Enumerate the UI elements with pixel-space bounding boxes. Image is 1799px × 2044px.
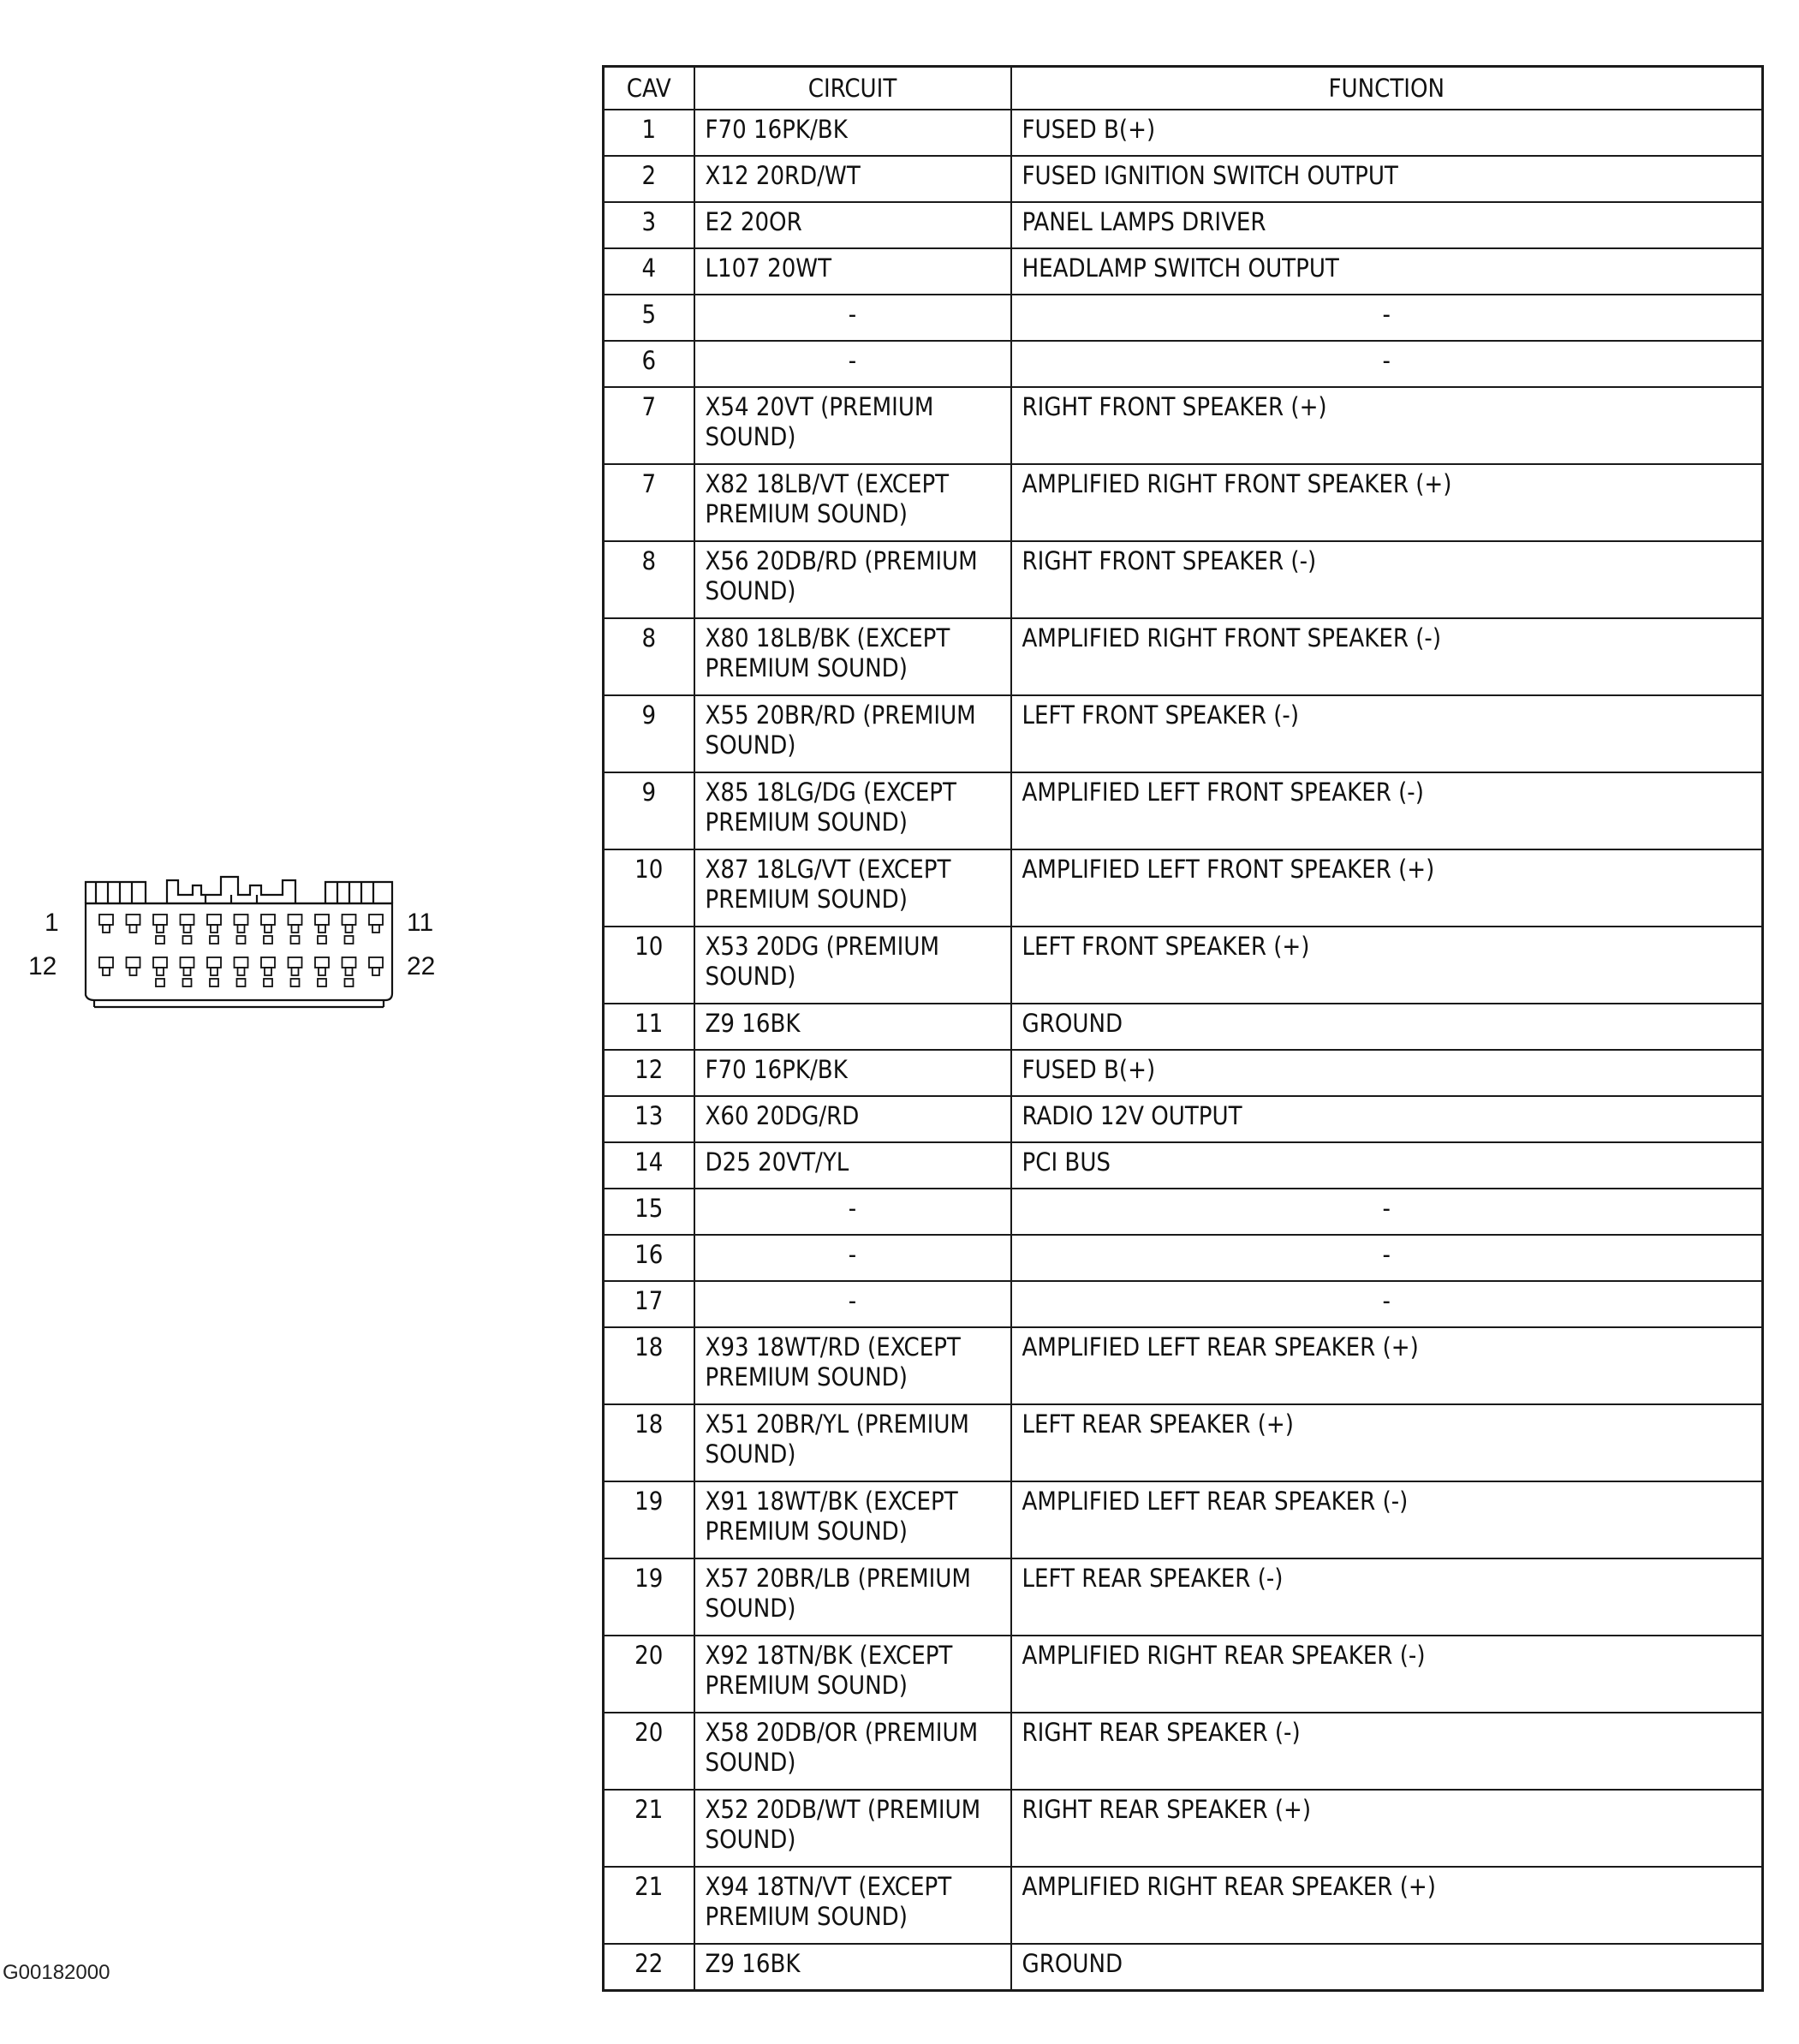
table-row: [604, 1404, 1763, 1481]
circuit-cell: X93 18WT/RD (EXCEPT PREMIUM SOUND): [694, 1327, 1011, 1404]
circuit-cell: L107 20WT: [694, 248, 1011, 295]
function-cell: FUSED B(+): [1011, 110, 1763, 156]
pin-latch: [103, 968, 110, 975]
table-row: [604, 1636, 1763, 1713]
pin-latch: [238, 968, 245, 975]
cav-cell: 8: [604, 618, 694, 695]
pin-lock: [318, 936, 326, 944]
pin-latch: [372, 925, 379, 933]
table-row: [604, 1790, 1763, 1867]
pin-lock: [264, 936, 272, 944]
function-cell: FUSED B(+): [1011, 1050, 1763, 1096]
pin-latch: [103, 925, 110, 933]
table-row: [604, 464, 1763, 541]
function-cell: LEFT FRONT SPEAKER (-): [1011, 695, 1763, 772]
cav-cell: 13: [604, 1096, 694, 1142]
cav-cell: 9: [604, 695, 694, 772]
cav-cell: 10: [604, 927, 694, 1004]
table-row: [604, 1142, 1763, 1189]
pin-label-bottom-left: 12: [28, 952, 57, 980]
function-cell: -: [1011, 1281, 1763, 1327]
pin-latch: [346, 968, 353, 975]
function-cell: AMPLIFIED RIGHT REAR SPEAKER (+): [1011, 1867, 1763, 1944]
function-cell: AMPLIFIED LEFT FRONT SPEAKER (-): [1011, 772, 1763, 849]
function-cell: AMPLIFIED RIGHT FRONT SPEAKER (+): [1011, 464, 1763, 541]
function-cell: PANEL LAMPS DRIVER: [1011, 202, 1763, 248]
table-row: [604, 1189, 1763, 1235]
circuit-cell: E2 20OR: [694, 202, 1011, 248]
circuit-cell: X54 20VT (PREMIUM SOUND): [694, 387, 1011, 464]
pin-cavity: [153, 915, 167, 925]
pin-lock: [237, 936, 246, 944]
cav-cell: 16: [604, 1235, 694, 1281]
table-row: [604, 295, 1763, 341]
table-row: [604, 1558, 1763, 1636]
pin-latch: [211, 968, 217, 975]
pin-cavity: [207, 957, 221, 968]
pin-cavity: [99, 915, 113, 925]
pin-lock: [318, 979, 326, 986]
pin-cavity: [343, 915, 356, 925]
circuit-cell: -: [694, 1281, 1011, 1327]
table-row: [604, 1096, 1763, 1142]
circuit-cell: X82 18LB/VT (EXCEPT PREMIUM SOUND): [694, 464, 1011, 541]
circuit-cell: -: [694, 1189, 1011, 1235]
circuit-cell: Z9 16BK: [694, 1944, 1011, 1991]
function-cell: -: [1011, 295, 1763, 341]
pin-cavity: [315, 915, 329, 925]
circuit-cell: D25 20VT/YL: [694, 1142, 1011, 1189]
cav-cell: 19: [604, 1481, 694, 1558]
cav-cell: 8: [604, 541, 694, 618]
pin-latch: [372, 968, 379, 975]
cav-cell: 21: [604, 1790, 694, 1867]
cav-cell: 21: [604, 1867, 694, 1944]
function-cell: RIGHT FRONT SPEAKER (-): [1011, 541, 1763, 618]
cav-cell: 12: [604, 1050, 694, 1096]
pin-cavity: [315, 957, 329, 968]
table-row: [604, 849, 1763, 927]
pin-lock: [210, 979, 218, 986]
cav-cell: 22: [604, 1944, 694, 1991]
function-cell: AMPLIFIED RIGHT FRONT SPEAKER (-): [1011, 618, 1763, 695]
cav-cell: 3: [604, 202, 694, 248]
pin-lock: [345, 936, 354, 944]
pin-lock: [345, 979, 354, 986]
header-function: FUNCTION: [1011, 67, 1763, 110]
circuit-cell: X94 18TN/VT (EXCEPT PREMIUM SOUND): [694, 1867, 1011, 1944]
pin-cavity: [99, 957, 113, 968]
circuit-cell: -: [694, 341, 1011, 387]
pin-latch: [157, 925, 164, 933]
circuit-cell: -: [694, 1235, 1011, 1281]
cav-cell: 15: [604, 1189, 694, 1235]
pin-cavity: [261, 957, 275, 968]
pin-cavity: [127, 915, 140, 925]
connector-diagram: [26, 865, 445, 1019]
pin-latch: [319, 968, 325, 975]
function-cell: AMPLIFIED LEFT FRONT SPEAKER (+): [1011, 849, 1763, 927]
function-cell: HEADLAMP SWITCH OUTPUT: [1011, 248, 1763, 295]
function-cell: GROUND: [1011, 1004, 1763, 1050]
pin-cavity: [261, 915, 275, 925]
table-row: [604, 1235, 1763, 1281]
cav-cell: 19: [604, 1558, 694, 1636]
table-row: [604, 541, 1763, 618]
pin-latch: [346, 925, 353, 933]
pin-cavity: [153, 957, 167, 968]
pin-label-bottom-right: 22: [407, 952, 436, 980]
pin-latch: [157, 968, 164, 975]
table-row: [604, 156, 1763, 202]
header-cav: CAV: [604, 67, 694, 110]
function-cell: -: [1011, 1235, 1763, 1281]
pin-cavity: [207, 915, 221, 925]
function-cell: RIGHT FRONT SPEAKER (+): [1011, 387, 1763, 464]
pin-lock: [183, 936, 192, 944]
cav-cell: 4: [604, 248, 694, 295]
circuit-cell: Z9 16BK: [694, 1004, 1011, 1050]
circuit-cell: X56 20DB/RD (PREMIUM SOUND): [694, 541, 1011, 618]
pin-latch: [265, 968, 271, 975]
cav-cell: 9: [604, 772, 694, 849]
circuit-cell: X51 20BR/YL (PREMIUM SOUND): [694, 1404, 1011, 1481]
function-cell: PCI BUS: [1011, 1142, 1763, 1189]
circuit-cell: -: [694, 295, 1011, 341]
circuit-cell: X92 18TN/BK (EXCEPT PREMIUM SOUND): [694, 1636, 1011, 1713]
pin-lock: [237, 979, 246, 986]
pin-latch: [238, 925, 245, 933]
table-row: [604, 110, 1763, 156]
table-row: [604, 927, 1763, 1004]
function-cell: LEFT FRONT SPEAKER (+): [1011, 927, 1763, 1004]
table-row: [604, 202, 1763, 248]
table-row: [604, 618, 1763, 695]
circuit-cell: X60 20DG/RD: [694, 1096, 1011, 1142]
table-row: [604, 341, 1763, 387]
circuit-cell: X55 20BR/RD (PREMIUM SOUND): [694, 695, 1011, 772]
function-cell: AMPLIFIED LEFT REAR SPEAKER (-): [1011, 1481, 1763, 1558]
function-cell: RIGHT REAR SPEAKER (-): [1011, 1713, 1763, 1790]
pin-latch: [292, 925, 299, 933]
pin-lock: [291, 936, 300, 944]
cav-cell: 17: [604, 1281, 694, 1327]
pin-latch: [130, 925, 137, 933]
pin-latch: [184, 925, 191, 933]
header-circuit: CIRCUIT: [694, 67, 1011, 110]
table-row: [604, 1944, 1763, 1991]
pin-cavity: [181, 957, 194, 968]
cav-cell: 10: [604, 849, 694, 927]
cav-cell: 2: [604, 156, 694, 202]
function-cell: RIGHT REAR SPEAKER (+): [1011, 1790, 1763, 1867]
table-row: [604, 1481, 1763, 1558]
connector-face-drawing: [26, 865, 445, 1019]
pin-cavity: [235, 915, 248, 925]
pin-lock: [264, 979, 272, 986]
cav-cell: 18: [604, 1404, 694, 1481]
cav-cell: 7: [604, 387, 694, 464]
table-row: [604, 1327, 1763, 1404]
pin-cavity: [343, 957, 356, 968]
cav-cell: 5: [604, 295, 694, 341]
pin-cavity: [235, 957, 248, 968]
circuit-cell: X85 18LG/DG (EXCEPT PREMIUM SOUND): [694, 772, 1011, 849]
cav-cell: 20: [604, 1636, 694, 1713]
table-row: [604, 1004, 1763, 1050]
figure-id: G00182000: [3, 1961, 110, 1984]
circuit-cell: X58 20DB/OR (PREMIUM SOUND): [694, 1713, 1011, 1790]
pin-cavity: [289, 957, 302, 968]
function-cell: AMPLIFIED RIGHT REAR SPEAKER (-): [1011, 1636, 1763, 1713]
pin-latch: [211, 925, 217, 933]
function-cell: RADIO 12V OUTPUT: [1011, 1096, 1763, 1142]
circuit-cell: X53 20DG (PREMIUM SOUND): [694, 927, 1011, 1004]
circuit-cell: X52 20DB/WT (PREMIUM SOUND): [694, 1790, 1011, 1867]
function-cell: FUSED IGNITION SWITCH OUTPUT: [1011, 156, 1763, 202]
pin-cavity: [369, 957, 383, 968]
function-cell: GROUND: [1011, 1944, 1763, 1991]
pin-latch: [130, 968, 137, 975]
table-row: [604, 695, 1763, 772]
pin-label-top-left: 1: [45, 909, 59, 937]
pin-lock: [291, 979, 300, 986]
cav-cell: 1: [604, 110, 694, 156]
function-cell: LEFT REAR SPEAKER (+): [1011, 1404, 1763, 1481]
circuit-cell: X87 18LG/VT (EXCEPT PREMIUM SOUND): [694, 849, 1011, 927]
table-row: [604, 772, 1763, 849]
circuit-cell: X80 18LB/BK (EXCEPT PREMIUM SOUND): [694, 618, 1011, 695]
table-row: [604, 1050, 1763, 1096]
circuit-cell: X12 20RD/WT: [694, 156, 1011, 202]
table-row: [604, 1713, 1763, 1790]
pin-lock: [210, 936, 218, 944]
pin-latch: [265, 925, 271, 933]
table-header-row: [604, 67, 1763, 110]
circuit-cell: F70 16PK/BK: [694, 110, 1011, 156]
cav-cell: 11: [604, 1004, 694, 1050]
pin-lock: [156, 979, 164, 986]
pin-cavity: [289, 915, 302, 925]
pin-latch: [319, 925, 325, 933]
table-row: [604, 248, 1763, 295]
function-cell: -: [1011, 341, 1763, 387]
circuit-cell: X57 20BR/LB (PREMIUM SOUND): [694, 1558, 1011, 1636]
table-row: [604, 1281, 1763, 1327]
circuit-cell: X91 18WT/BK (EXCEPT PREMIUM SOUND): [694, 1481, 1011, 1558]
pin-latch: [184, 968, 191, 975]
cav-cell: 20: [604, 1713, 694, 1790]
function-cell: LEFT REAR SPEAKER (-): [1011, 1558, 1763, 1636]
function-cell: -: [1011, 1189, 1763, 1235]
function-cell: AMPLIFIED LEFT REAR SPEAKER (+): [1011, 1327, 1763, 1404]
table-row: [604, 1867, 1763, 1944]
cav-cell: 18: [604, 1327, 694, 1404]
cav-cell: 6: [604, 341, 694, 387]
table-row: [604, 387, 1763, 464]
pin-cavity: [127, 957, 140, 968]
pinout-table: [602, 65, 1764, 1992]
pin-cavity: [369, 915, 383, 925]
circuit-cell: F70 16PK/BK: [694, 1050, 1011, 1096]
pin-label-top-right: 11: [407, 909, 434, 937]
pin-latch: [292, 968, 299, 975]
pin-lock: [183, 979, 192, 986]
pin-lock: [156, 936, 164, 944]
cav-cell: 7: [604, 464, 694, 541]
cav-cell: 14: [604, 1142, 694, 1189]
pin-cavity: [181, 915, 194, 925]
